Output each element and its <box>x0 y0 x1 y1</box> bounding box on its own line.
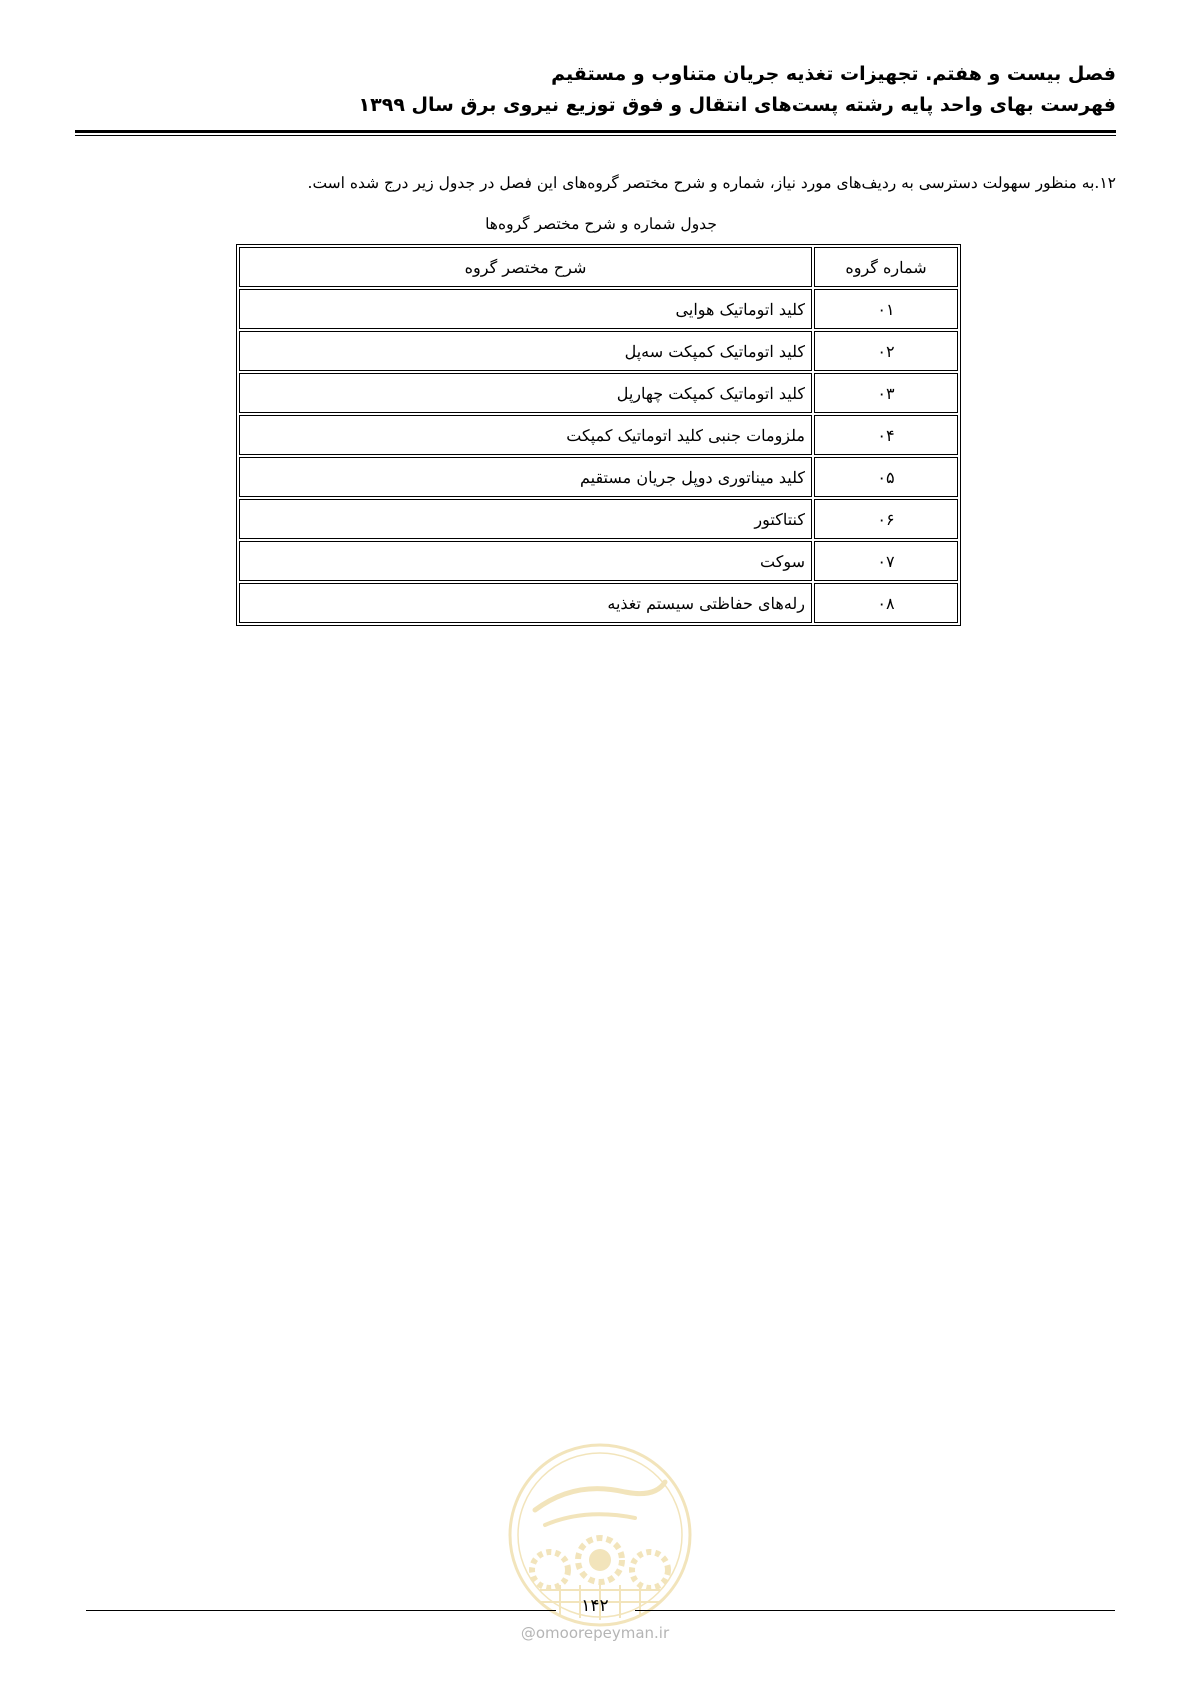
group-number: ۰۲ <box>814 331 958 371</box>
group-number: ۰۸ <box>814 583 958 623</box>
group-number: ۰۷ <box>814 541 958 581</box>
group-number: ۰۶ <box>814 499 958 539</box>
group-description: کلید میناتوری دوپل جریان مستقیم <box>239 457 812 497</box>
group-description: کنتاکتور <box>239 499 812 539</box>
footer-rule <box>86 1610 556 1611</box>
page-number: ۱۴۲ <box>581 1596 609 1616</box>
table-row <box>239 373 958 413</box>
group-number: ۰۳ <box>814 373 958 413</box>
header-group-number: شماره گروه <box>814 247 958 287</box>
table-row <box>239 331 958 371</box>
table-row <box>239 457 958 497</box>
table-caption: جدول شماره و شرح مختصر گروه‌ها <box>485 215 717 233</box>
group-description: رله‌های حفاظتی سیستم تغذیه <box>239 583 812 623</box>
footer-rule <box>635 1610 1115 1611</box>
group-number: ۰۵ <box>814 457 958 497</box>
header-rule-thin <box>75 135 1116 136</box>
group-description: کلید اتوماتیک کمپکت چهارپل <box>239 373 812 413</box>
group-description: ملزومات جنبی کلید اتوماتیک کمپکت <box>239 415 812 455</box>
header-rule <box>75 130 1116 133</box>
group-number: ۰۱ <box>814 289 958 329</box>
groups-table <box>236 244 961 626</box>
chapter-title: فصل بیست و هفتم. تجهیزات تغذیه جریان متناوب و مستقیم <box>551 63 1116 85</box>
document-title: فهرست بهای واحد پایه رشته پست‌های انتقال و فوق توزیع نیروی برق سال ۱۳۹۹ <box>358 94 1116 116</box>
table-row <box>239 289 958 329</box>
website-watermark: @omoorepeyman.ir <box>520 1624 670 1642</box>
table-row <box>239 415 958 455</box>
group-description: سوکت <box>239 541 812 581</box>
page-header <box>75 58 1116 120</box>
table-row <box>239 541 958 581</box>
table-row <box>239 583 958 623</box>
group-description: کلید اتوماتیک هوایی <box>239 289 812 329</box>
intro-paragraph: ۱۲.به منظور سهولت دسترسی به ردیف‌های مورد نیاز، شماره و شرح مختصر گروه‌های این فصل در جدول زیر درج شده است. <box>307 174 1116 192</box>
table-row <box>239 499 958 539</box>
table-header-row <box>239 247 958 287</box>
group-number: ۰۴ <box>814 415 958 455</box>
group-description: کلید اتوماتیک کمپکت سه‌پل <box>239 331 812 371</box>
header-group-description: شرح مختصر گروه <box>239 247 812 287</box>
